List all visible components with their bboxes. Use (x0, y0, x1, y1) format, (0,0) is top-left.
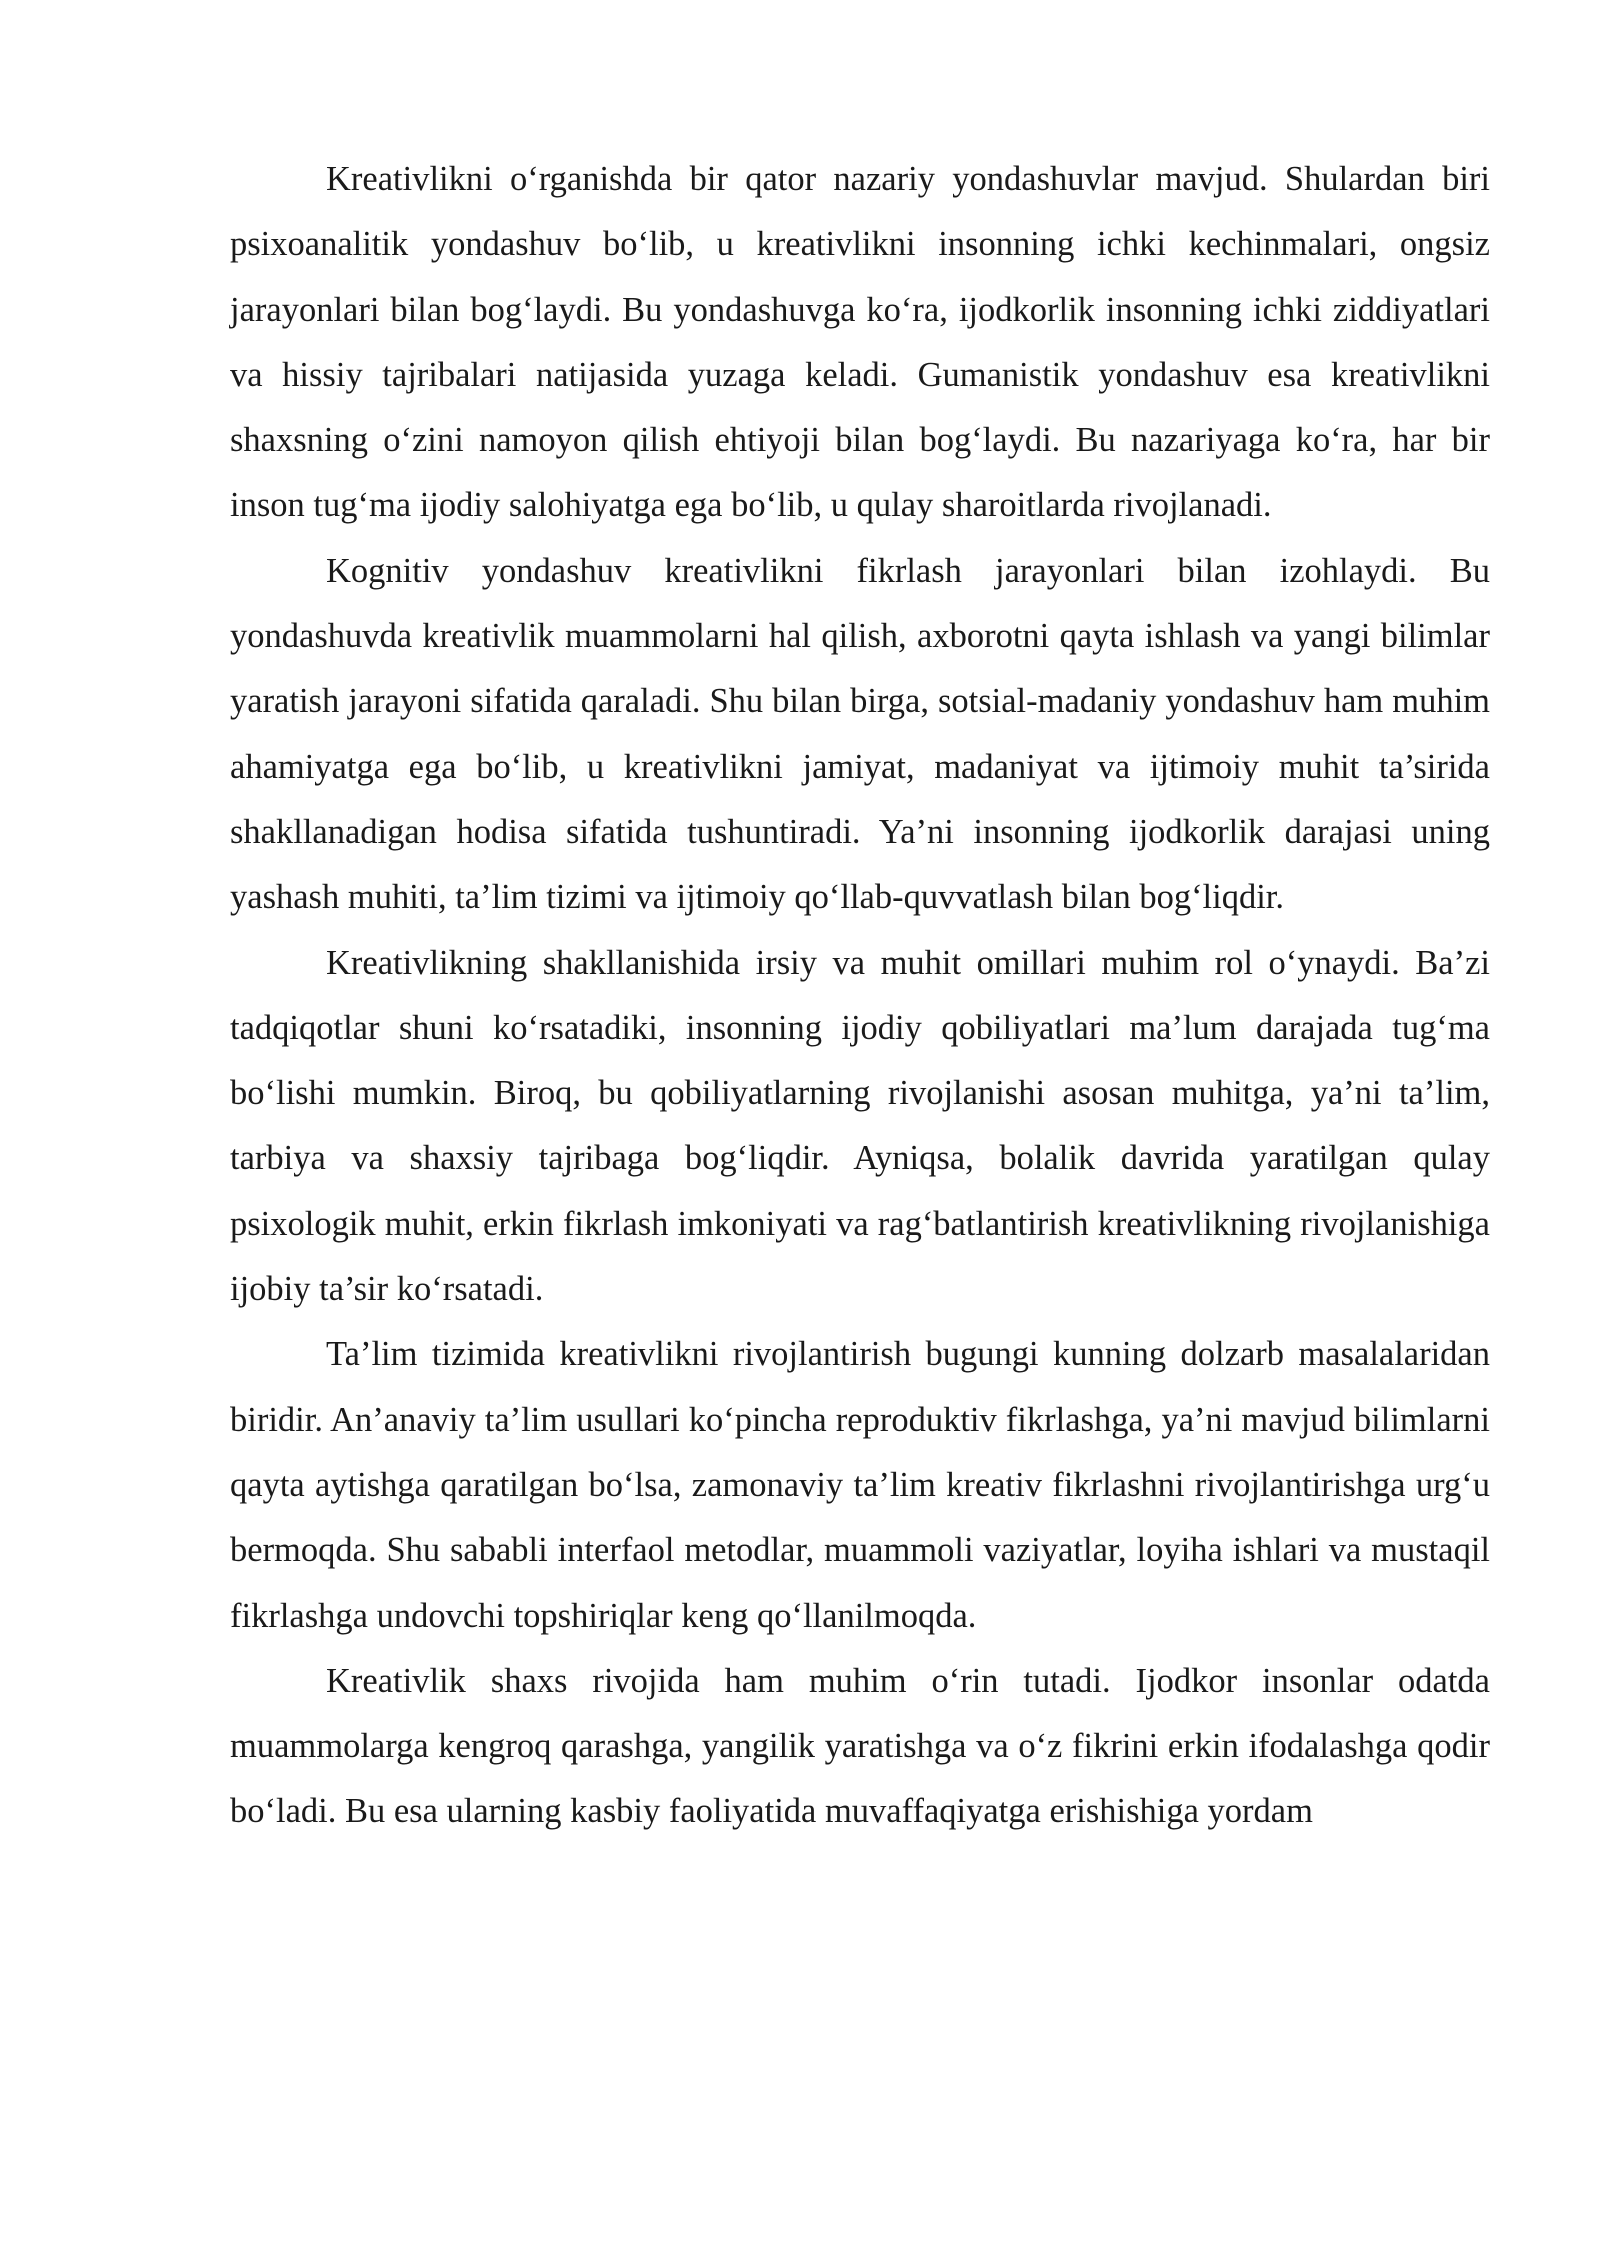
paragraph-3: Kreativlikning shakllanishida irsiy va muhit omillari muhim rol o‘ynaydi. Ba’zi tadqiqotlar shuni ko‘rsatadiki, insonning ijodiy qobiliyatlari ma’lum darajada tug‘ma bo‘lishi mumkin. Biroq, bu qobiliyatlarning rivojlanishi asosan muhitga, ya’ni ta’lim, tarbiya va shaxsiy tajribaga bog‘liqdir. Ayniqsa, bolalik davrida yaratilgan qulay psixologik muhit, erkin fikrlash imkoniyati va rag‘batlantirish kreativlikning rivojlanishiga ijobiy ta’sir ko‘rsatadi. (230, 943, 1490, 1309)
paragraph-5: Kreativlik shaxs rivojida ham muhim o‘rin tutadi. Ijodkor insonlar odatda muammolarga kengroq qarashga, yangilik yaratishga va o‘z fikrini erkin ifodalashga qodir bo‘ladi. Bu esa ularning kasbiy faoliyatida muvaffaqiyatga erishishiga yordam (230, 1661, 1490, 1831)
paragraph-1: Kreativlikni o‘rganishda bir qator nazariy yondashuvlar mavjud. Shulardan biri psixoanalitik yondashuv bo‘lib, u kreativlikni insonning ichki kechinmalari, ongsiz jarayonlari bilan bog‘laydi. Bu yondashuvga ko‘ra, ijodkorlik insonning ichki ziddiyatlari va hissiy tajribalari natijasida yuzaga keladi. Gumanistik yondashuv esa kreativlikni shaxsning o‘zini namoyon qilish ehtiyoji bilan bog‘laydi. Bu nazariyaga ko‘ra, har bir inson tug‘ma ijodiy salohiyatga ega bo‘lib, u qulay sharoitlarda rivojlanadi. (230, 160, 1490, 525)
paragraph-4: Ta’lim tizimida kreativlikni rivojlantirish bugungi kunning dolzarb masalalaridan biridir. An’anaviy ta’lim usullari ko‘pincha reproduktiv fikrlashga, ya’ni mavjud bilimlarni qayta aytishga qaratilgan bo‘lsa, zamonaviy ta’lim kreativ fikrlashni rivojlantirishga urg‘u bermoqda. Shu sababli interfaol metodlar, muammoli vaziyatlar, loyiha ishlari va mustaqil fikrlashga undovchi topshiriqlar keng qo‘llanilmoqda. (230, 1335, 1490, 1635)
paragraph-2: Kognitiv yondashuv kreativlikni fikrlash jarayonlari bilan izohlaydi. Bu yondashuvda kreativlik muammolarni hal qilish, axborotni qayta ishlash va yangi bilimlar yaratish jarayoni sifatida qaraladi. Shu bilan birga, sotsial-madaniy yondashuv ham muhim ahamiyatga ega bo‘lib, u kreativlikni jamiyat, madaniyat va ijtimoiy muhit ta’sirida shakllanadigan hodisa sifatida tushuntiradi. Ya’ni insonning ijodkorlik darajasi uning yashash muhiti, ta’lim tizimi va ijtimoiy qo‘llab-quvvatlash bilan bog‘liqdir. (230, 551, 1490, 917)
body-text (230, 147, 1490, 1845)
